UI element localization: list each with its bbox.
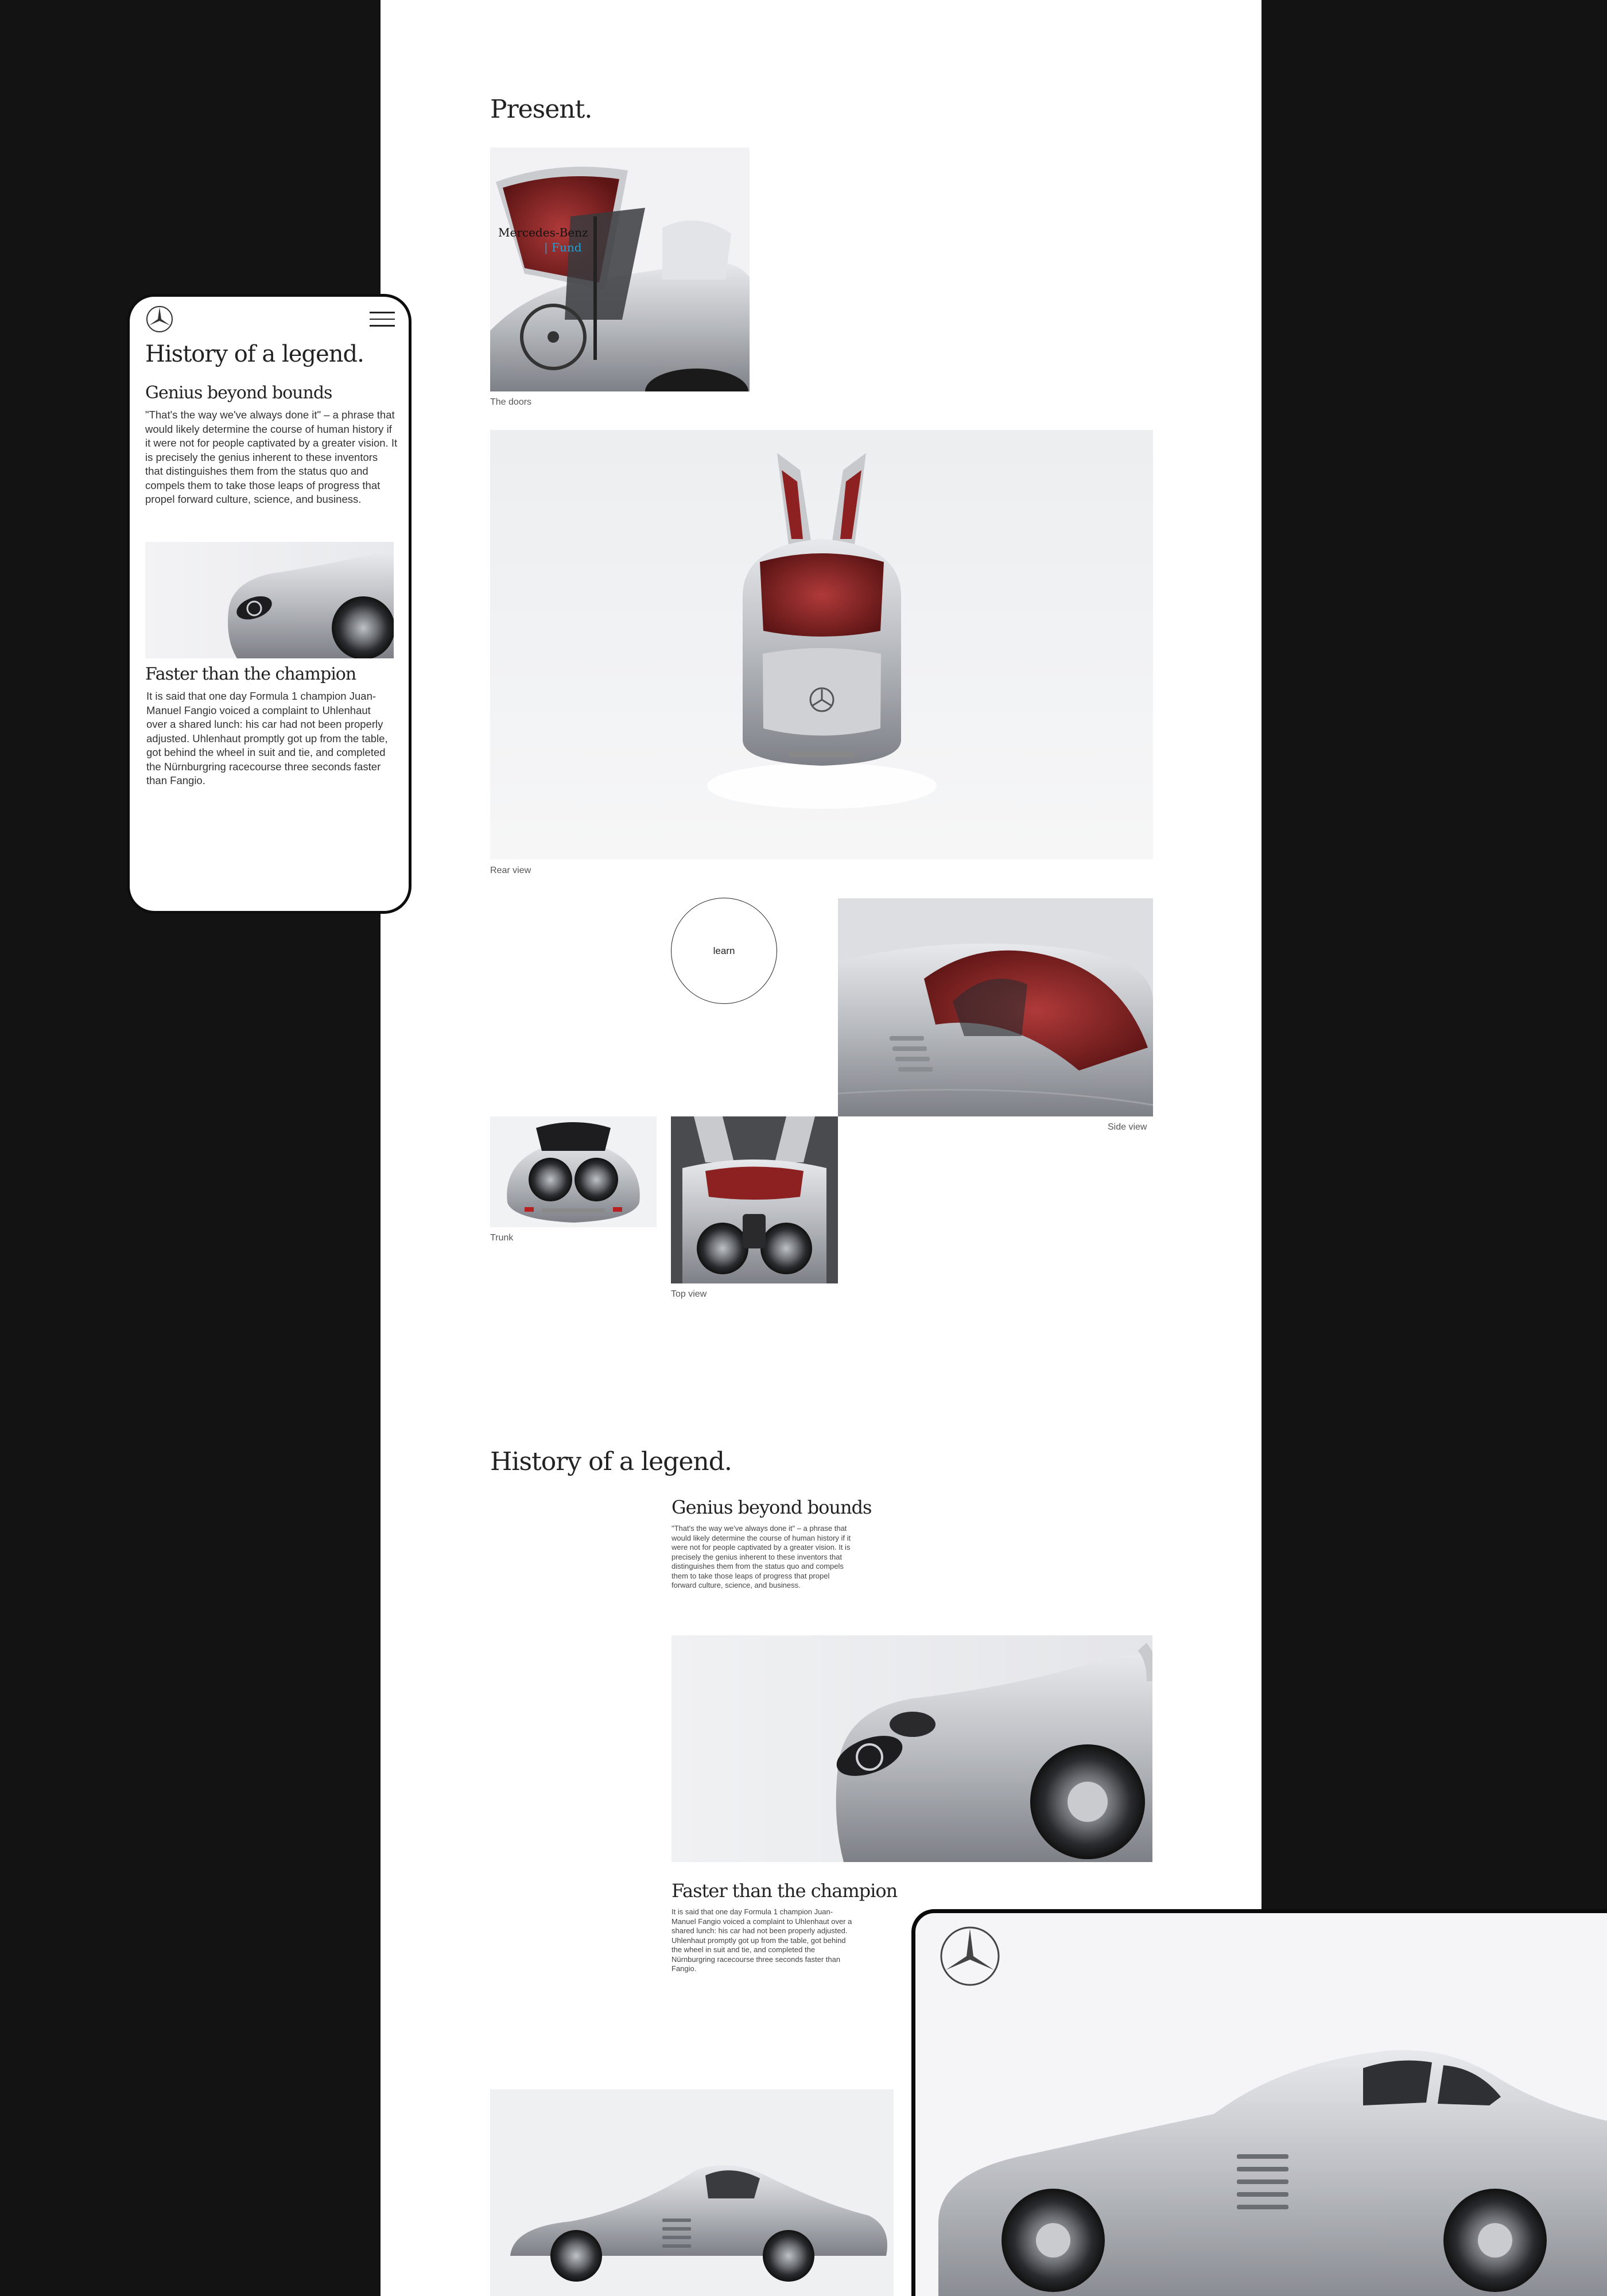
learn-button[interactable]: learn [671, 898, 777, 1004]
mobile-genius-text: "That's the way we've always done it" – a phrase that would likely determine the course of human history if it were not for people captivated by a greater vision. It is precisely the genius inherent to these inventors that distinguishes them from the status quo and compels them to take those leaps of progress that propel forward culture, science, and business. [145, 409, 398, 505]
top-view-photo[interactable] [671, 1116, 838, 1283]
top-view-caption: Top view [671, 1289, 707, 1299]
mobile-car-photo[interactable] [145, 542, 394, 658]
history-heading: History of a legend. [490, 1447, 732, 1476]
mercedes-star-icon[interactable] [938, 1925, 1002, 1988]
trunk-photo[interactable] [490, 1116, 657, 1227]
mobile-genius-title: Genius beyond bounds [145, 383, 332, 403]
mobile-champion-text: It is said that one day Formula 1 champion Juan-Manuel Fangio voiced a complaint to Uhlenhaut over a shared lunch: his car had not been properly adjusted. Uhlenhaut promptly got up from the table, got behind the wheel in suit and tie, and completed the Nürnburgring racecourse three seconds faster than Fangio. [146, 690, 388, 786]
mercedes-star-icon[interactable] [145, 305, 174, 333]
genius-text: "That's the way we've always done it" – a phrase that would likely determine the course of human history if it were not for people captivated by a greater vision. It is precisely the genius inherent to these inventors that distinguishes them from the status quo and compels them to take those leaps of progress that propel forward culture, science, and business. [671, 1524, 851, 1589]
tablet-mockup [911, 1909, 1607, 2296]
mobile-champion-title: Faster than the champion [145, 664, 356, 684]
trunk-caption: Trunk [490, 1233, 514, 1243]
genius-title: Genius beyond bounds [671, 1496, 872, 1518]
fund-logo: Mercedes-Benz | Fund [498, 226, 588, 254]
champion-text: It is said that one day Formula 1 champion Juan-Manuel Fangio voiced a complaint to Uhlenhaut over a shared lunch: his car had not been properly adjusted. Uhlenhaut promptly got up from the table, got behind the wheel in suit and tie, and completed the Nürnburgring racecourse three seconds faster than Fangio. [671, 1907, 852, 1973]
front-fender-photo[interactable] [671, 1635, 1152, 1862]
tablet-car-photo[interactable] [915, 1982, 1607, 2296]
hamburger-menu-icon[interactable] [370, 312, 395, 330]
present-heading: Present. [490, 95, 592, 124]
champion-title: Faster than the champion [671, 1880, 898, 1902]
side-view-caption: Side view [1108, 1122, 1147, 1132]
rear-view-caption: Rear view [490, 866, 531, 875]
mobile-history-heading: History of a legend. [145, 341, 364, 367]
doors-caption: The doors [490, 397, 532, 407]
mobile-mockup [127, 294, 412, 914]
rear-view-photo[interactable] [490, 430, 1153, 859]
profile-photo[interactable] [490, 2089, 894, 2296]
doors-photo[interactable] [490, 148, 750, 391]
side-view-photo[interactable] [838, 898, 1153, 1116]
